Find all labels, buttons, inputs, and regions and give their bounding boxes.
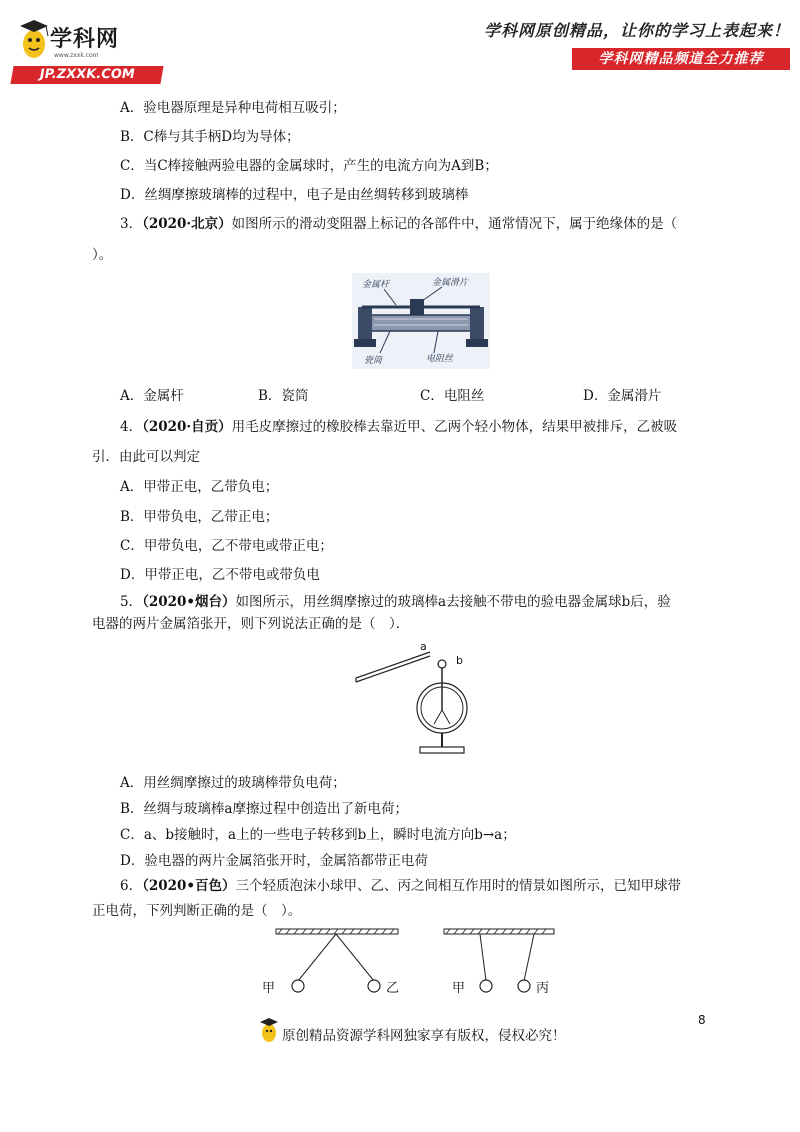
- q5-stem-text: 如图所示，用丝绸摩擦过的玻璃棒a去接触不带电的验电器金属球b后，验: [235, 594, 671, 610]
- q5-fig-label-b: b: [456, 654, 463, 667]
- q3-fig-label-rod: 金属杆: [362, 280, 390, 290]
- q6-stem-line1: [120, 877, 681, 895]
- q3-fig-label-slider: 金属滑片: [432, 278, 469, 288]
- q5-number: 5．: [120, 594, 143, 610]
- q4-stem-text: 用毛皮摩擦过的橡胶棒去靠近甲、乙两个轻小物体，结果甲被排斥，乙被吸: [231, 419, 678, 435]
- q3-option-d: D．金属滑片: [583, 388, 662, 404]
- q3-option-c: C．电阻丝: [420, 388, 485, 404]
- q4-option-d: D．甲带正电，乙不带电或带负电: [120, 567, 320, 583]
- logo-subtext: www.zxxk.com: [54, 52, 99, 59]
- q5-fig-label-a: a: [420, 640, 427, 653]
- q3-source: （2020·北京）: [142, 216, 232, 232]
- header-slogan: 学科网原创精品，让你的学习上表起来！: [483, 21, 790, 40]
- logo: [10, 14, 158, 82]
- q6-number: 6．: [120, 878, 143, 894]
- q5-option-a: A．用丝绸摩擦过的玻璃棒带负电荷；: [120, 775, 346, 791]
- q3-stem-line1: [120, 215, 677, 233]
- q2-option-c: C．当C棒接触两验电器的金属球时，产生的电流方向为A到B；: [120, 158, 498, 174]
- logo-text: 学科网: [50, 27, 120, 52]
- q5-stem-line1: [120, 593, 671, 611]
- q5-electroscope-figure: [350, 640, 480, 765]
- q6-source: （2020•百色）: [142, 878, 236, 894]
- q6-fig-label-bing: 丙: [536, 981, 550, 996]
- page-number: 8: [698, 1013, 706, 1027]
- q6-fig-label-jia-1: 甲: [262, 981, 276, 996]
- q6-stem-text: 三个轻质泡沫小球甲、乙、丙之间相互作用时的情景如图所示，已知甲球带: [235, 878, 682, 894]
- q3-option-b: B．瓷筒: [258, 388, 309, 404]
- q5-option-c: C．a、b接触时，a上的一些电子转移到b上，瞬时电流方向b→a；: [120, 827, 516, 843]
- q3-stem-line2: ）。: [92, 247, 113, 263]
- q5-option-b: B．丝绸与玻璃棒a摩擦过程中创造出了新电荷；: [120, 801, 408, 817]
- q3-number: 3．: [120, 216, 143, 232]
- q6-fig-label-yi: 乙: [386, 981, 400, 996]
- q4-option-c: C．甲带负电，乙不带电或带正电；: [120, 538, 333, 554]
- footer-copyright: 原创精品资源学科网独家享有版权，侵权必究！: [282, 1028, 566, 1044]
- q2-option-a: A．验电器原理是异种电荷相互吸引；: [120, 100, 346, 116]
- q6-fig-label-jia-2: 甲: [452, 981, 466, 996]
- q4-stem-line1: [120, 418, 677, 436]
- logo-url: JP.ZXXK.COM: [10, 66, 163, 84]
- q2-option-b: B．C棒与其手柄D均为导体；: [120, 129, 300, 145]
- header-recommend-banner: 学科网精品频道全力推荐: [572, 48, 790, 70]
- q5-source: （2020•烟台）: [142, 594, 236, 610]
- footer-mascot-icon: [258, 1014, 280, 1044]
- q3-stem-text: 如图所示的滑动变阻器上标记的各部件中，通常情况下，属于绝缘体的是（: [231, 216, 678, 232]
- q3-fig-label-tube: 瓷筒: [364, 356, 383, 366]
- q3-rheostat-figure: [352, 273, 490, 369]
- q4-option-b: B．甲带负电，乙带正电；: [120, 509, 279, 525]
- q3-option-a: A．金属杆: [120, 388, 184, 404]
- q4-stem-line2: 引．由此可以判定: [92, 449, 200, 465]
- mascot-icon: [16, 16, 52, 62]
- q5-option-d: D．验电器的两片金属箔张开时，金属箔都带正电荷: [120, 853, 428, 869]
- q2-option-d: D．丝绸摩擦玻璃棒的过程中，电子是由丝绸转移到玻璃棒: [120, 187, 469, 203]
- q4-number: 4．: [120, 419, 143, 435]
- q4-option-a: A．甲带正电，乙带负电；: [120, 479, 279, 495]
- q6-balls-figure: [258, 925, 578, 1000]
- q6-stem-line2: 正电荷，下列判断正确的是（ ）。: [92, 903, 302, 919]
- q3-fig-label-wire: 电阻丝: [426, 354, 454, 364]
- q4-source: （2020·自贡）: [142, 419, 232, 435]
- q5-stem-line2: 电器的两片金属箔张开，则下列说法正确的是（ ）．: [92, 616, 410, 632]
